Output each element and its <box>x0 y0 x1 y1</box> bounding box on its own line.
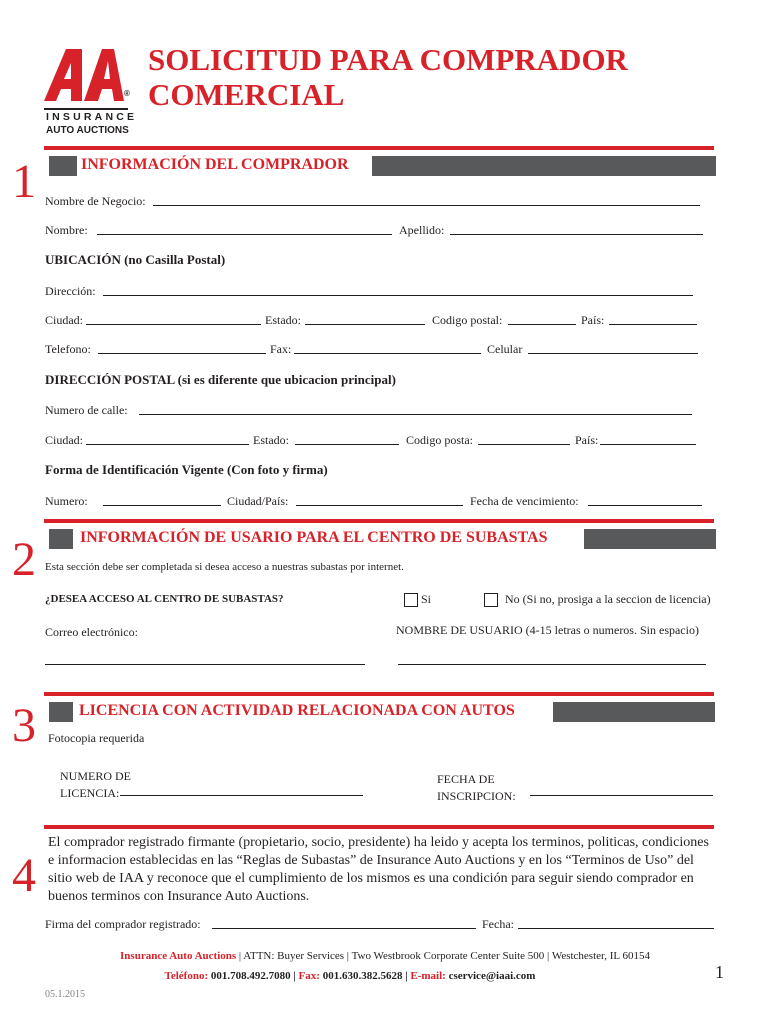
state-label: Estado: <box>265 313 301 327</box>
id-number-label: Numero: <box>45 494 88 508</box>
last-name-label: Apellido: <box>399 223 445 237</box>
country-label: País: <box>581 313 605 327</box>
street-number-label: Numero de calle: <box>45 403 128 417</box>
registration-date-label-1: FECHA DE <box>437 772 495 786</box>
id-expiration-label: Fecha de vencimiento: <box>470 494 579 508</box>
phone-label: Telefono: <box>45 342 91 356</box>
section-3-bar-left <box>49 702 73 722</box>
section-number-4: 4 <box>12 849 36 902</box>
license-number-field[interactable] <box>120 795 363 796</box>
city-field[interactable] <box>86 324 261 325</box>
section-3-rule <box>44 692 714 696</box>
id-number-field[interactable] <box>103 505 221 506</box>
id-city-country-field[interactable] <box>296 505 463 506</box>
first-name-field[interactable] <box>97 234 392 235</box>
mail-city-field[interactable] <box>86 444 249 445</box>
footer-company: Insurance Auto Auctions <box>120 950 237 962</box>
fax-field[interactable] <box>294 353 481 354</box>
section-number-1: 1 <box>12 155 36 208</box>
logo-line-auto-auctions: AUTO AUCTIONS <box>46 125 129 136</box>
section-1-bar-left <box>49 156 77 176</box>
photocopy-note: Fotocopia requerida <box>48 731 145 745</box>
section-3-heading: LICENCIA CON ACTIVIDAD RELACIONADA CON AUTOS <box>79 702 515 719</box>
yes-label: Si <box>421 592 432 606</box>
license-number-label-2: LICENCIA: <box>60 786 120 800</box>
mail-state-label: Estado: <box>253 433 289 447</box>
page-title <box>148 42 708 112</box>
email-field[interactable] <box>45 664 365 665</box>
title-line-2: COMERCIAL <box>148 77 345 112</box>
no-checkbox[interactable] <box>484 593 498 607</box>
id-city-country-label: Ciudad/País: <box>227 494 289 508</box>
aa-logo-mark <box>44 45 134 105</box>
section-number-2: 2 <box>12 533 36 586</box>
cell-field[interactable] <box>528 353 698 354</box>
username-label: NOMBRE DE USUARIO (4-15 letras o numeros. Sin espacio) <box>396 623 699 637</box>
logo-divider <box>44 108 128 110</box>
state-field[interactable] <box>305 324 425 325</box>
footer-fax: 001.630.382.5628 <box>319 970 403 982</box>
street-number-field[interactable] <box>139 414 692 415</box>
title-line-1: SOLICITUD PARA COMPRADOR <box>148 42 628 77</box>
page-number: 1 <box>715 962 724 982</box>
section-2-bar-right <box>584 529 716 549</box>
footer-phone-label: Teléfono: <box>164 970 209 982</box>
mail-postal-field[interactable] <box>478 444 570 445</box>
footer-contact-line: Teléfono: 001.708.492.7080 | Fax: 001.630.382.5628 | E-mail: cservice@iaai.com <box>164 970 536 982</box>
username-field[interactable] <box>398 664 706 665</box>
mail-state-field[interactable] <box>295 444 399 445</box>
footer-email-label: E-mail: <box>410 970 446 982</box>
section-1-heading: INFORMACIÓN DEL COMPRADOR <box>81 156 349 173</box>
address-field[interactable] <box>103 295 693 296</box>
mailing-heading: DIRECCIÓN POSTAL (si es diferente que ubicacion principal) <box>45 372 396 387</box>
first-name-label: Nombre: <box>45 223 88 237</box>
registration-date-label-2: INSCRIPCION: <box>437 789 516 803</box>
section-1-bar-right <box>372 156 716 176</box>
section-number-3: 3 <box>12 699 36 752</box>
business-name-label: Nombre de Negocio: <box>45 194 146 208</box>
footer-fax-label: Fax: <box>298 970 320 982</box>
footer-address: | ATTN: Buyer Services | Two Westbrook Corporate Center Suite 500 | Westchester, IL 60154 <box>236 950 650 962</box>
cell-label: Celular <box>487 342 523 356</box>
last-name-field[interactable] <box>450 234 703 235</box>
signature-field[interactable] <box>212 928 476 929</box>
footer-address-line <box>0 950 770 962</box>
footer-email[interactable]: cservice@iaai.com <box>445 970 536 982</box>
iaa-logo <box>44 45 138 141</box>
access-question: ¿DESEA ACCESO AL CENTRO DE SUBASTAS? <box>45 593 284 605</box>
country-field[interactable] <box>609 324 697 325</box>
signature-date-label: Fecha: <box>482 917 514 931</box>
location-heading: UBICACIÓN (no Casilla Postal) <box>45 252 226 267</box>
email-label: Correo electrónico: <box>45 625 138 639</box>
mail-postal-label: Codigo posta: <box>406 433 474 447</box>
postal-code-label: Codigo postal: <box>432 313 503 327</box>
registered-mark: ® <box>124 89 130 98</box>
license-number-label-1: NUMERO DE <box>60 769 131 783</box>
section-2-bar-left <box>49 529 73 549</box>
phone-field[interactable] <box>98 353 266 354</box>
city-label: Ciudad: <box>45 313 83 327</box>
footer-phone: 001.708.492.7080 <box>208 970 291 982</box>
no-label: No (Si no, prosiga a la seccion de licencia) <box>505 592 711 606</box>
mail-city-label: Ciudad: <box>45 433 83 447</box>
form-date: 05.1.2015 <box>45 989 85 1000</box>
mail-country-label: País: <box>575 433 599 447</box>
business-name-field[interactable] <box>153 205 700 206</box>
yes-checkbox[interactable] <box>404 593 418 607</box>
section-2-intro: Esta sección debe ser completada si desea acceso a nuestras subastas por internet. <box>45 561 404 573</box>
terms-paragraph: El comprador registrado firmante (propietario, socio, presidente) ha leido y acepta los terminos, politicas, condiciones e informacion establecidas en las “Reglas de Subastas” de Insurance Auto Auctions y en los “Terminos de Uso” del sitio web de IAA y reconoce que el cumplimiento de los mismos es una condición para seguir siendo comprador en buenos terminos con Insurance Auto Auctions. <box>48 835 709 904</box>
fax-label: Fax: <box>270 342 292 356</box>
mail-country-field[interactable] <box>600 444 696 445</box>
address-label: Dirección: <box>45 284 96 298</box>
section-2-heading: INFORMACIÓN DE USARIO PARA EL CENTRO DE SUBASTAS <box>80 529 548 546</box>
logo-line-insurance: INSURANCE <box>46 111 138 123</box>
id-heading: Forma de Identificación Vigente (Con foto y firma) <box>45 462 328 477</box>
registration-date-field[interactable] <box>530 795 713 796</box>
section-3-bar-right <box>553 702 715 722</box>
section-2-rule <box>44 519 714 523</box>
id-expiration-field[interactable] <box>588 505 702 506</box>
header-rule <box>44 146 714 150</box>
section-4-rule <box>44 825 714 829</box>
signature-date-field[interactable] <box>518 928 714 929</box>
signature-label: Firma del comprador registrado: <box>45 917 201 931</box>
postal-code-field[interactable] <box>508 324 576 325</box>
